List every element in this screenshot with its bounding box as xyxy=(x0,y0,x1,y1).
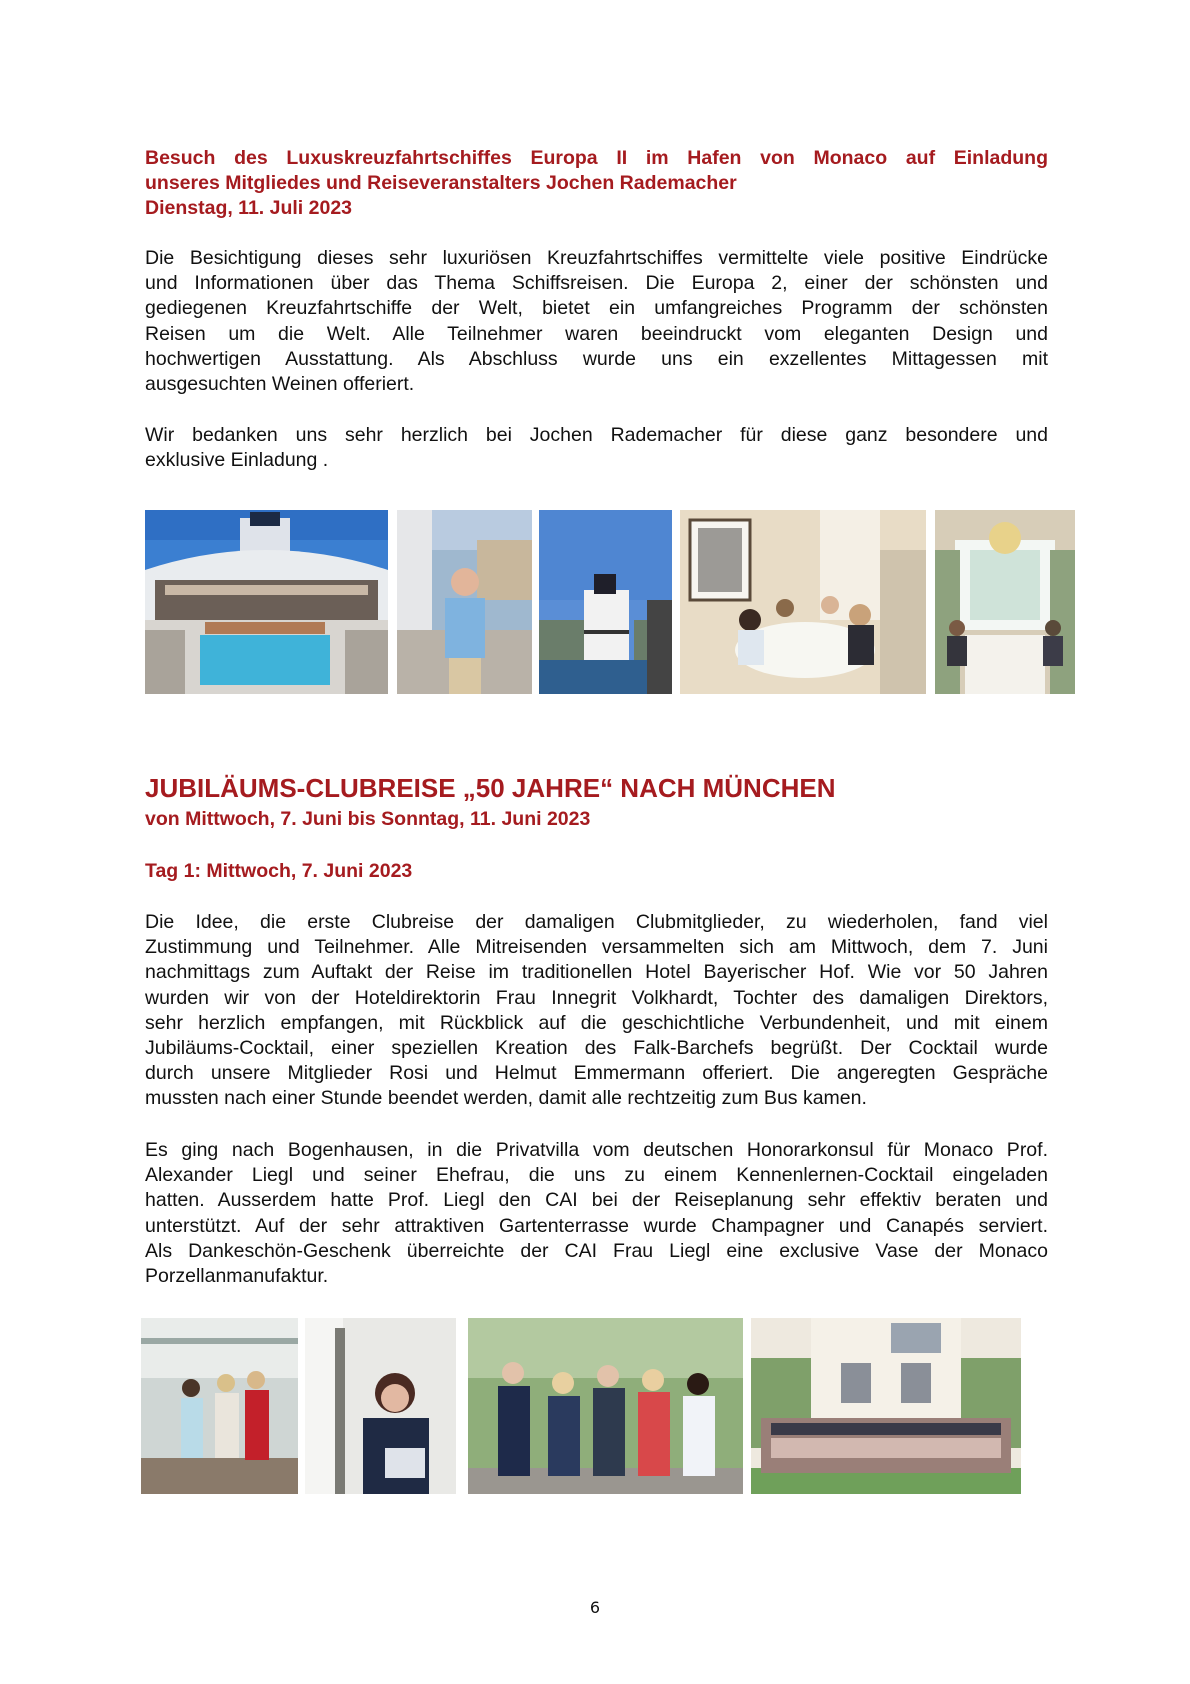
section2-subheading: von Mittwoch, 7. Juni bis Sonntag, 11. Juni 2023 xyxy=(145,808,591,830)
photo-ship-pool-deck xyxy=(145,510,388,694)
section2-heading: JUBILÄUMS-CLUBREISE „50 JAHRE“ NACH MÜNCHEN xyxy=(145,773,836,803)
text-line: unterstützt. Auf der sehr attraktiven Gartenterrasse wurde Champagner und Canapés serviert. xyxy=(145,1214,1048,1237)
text-line: Es ging nach Bogenhausen, in die Privatvilla vom deutschen Honorarkonsul für Monaco Prof. xyxy=(145,1139,1048,1161)
text-line: sehr herzlich empfangen, mit Rückblick auf die geschichtliche Verbundenheit, und mit einem xyxy=(145,1011,1048,1034)
photo-group-at-villa xyxy=(751,1318,1021,1494)
text-line: Jubiläums-Cocktail, einer speziellen Kreation des Falk-Barchefs begrüßt. Der Cocktail wurde xyxy=(145,1037,1048,1060)
section1-title-line: Besuch des Luxuskreuzfahrtschiffes Europa II im Hafen von Monaco auf Einladung xyxy=(145,147,1048,169)
section1-paragraph-1 xyxy=(145,246,1048,397)
text-line: hochwertigen Ausstattung. Als Abschluss wurde uns ein exzellentes Mittagessen mit xyxy=(145,347,1048,370)
photo-dining-room xyxy=(935,510,1075,694)
text-line: gediegenen Kreuzfahrtschiffe der Welt, bietet ein umfangreiches Programm der schönsten xyxy=(145,297,1048,320)
section1-title xyxy=(145,146,1048,221)
text-line: Die Besichtigung dieses sehr luxuriösen Kreuzfahrtschiffes vermittelte viele positive Eindrücke xyxy=(145,247,1048,269)
text-line: Alexander Liegl und seiner Ehefrau, die uns zu einem Kennenlernen-Cocktail eingeladen xyxy=(145,1164,1048,1187)
text-line: durch unsere Mitglieder Rosi und Helmut Emmermann offeriert. Die angeregten Gespräche xyxy=(145,1062,1048,1085)
photo-ship-in-harbor xyxy=(539,510,672,694)
section1-title-line: unseres Mitgliedes und Reiseveranstalters Jochen Rademacher xyxy=(145,172,737,194)
text-line: wurden wir von der Hoteldirektorin Frau Innegrit Volkhardt, Tochter des damaligen Direktors, xyxy=(145,986,1048,1009)
day-heading: Tag 1: Mittwoch, 7. Juni 2023 xyxy=(145,860,413,882)
text-line: Wir bedanken uns sehr herzlich bei Jochen Rademacher für diese ganz besondere und xyxy=(145,424,1048,446)
photo-man-on-deck xyxy=(397,510,532,694)
photo-group-with-consul xyxy=(468,1318,743,1494)
photo-lunch-table xyxy=(680,510,926,694)
section2-paragraph-2 xyxy=(145,1138,1048,1289)
page-number: 6 xyxy=(589,1598,601,1617)
text-line: nachmittags zum Auftakt der Reise im traditionellen Hotel Bayerischer Hof. Wie vor 50 Jahren xyxy=(145,961,1048,984)
text-line: Porzellanmanufaktur. xyxy=(145,1265,329,1288)
text-line: exklusive Einladung . xyxy=(145,449,329,472)
text-line: Die Idee, die erste Clubreise der damaligen Clubmitglieder, zu wiederholen, fand viel xyxy=(145,911,1048,933)
photo-woman-with-gift xyxy=(305,1318,456,1494)
text-line: Zustimmung und Teilnehmer. Alle Mitreisenden versammelten sich am Mittwoch, dem 7. Juni xyxy=(145,936,1048,959)
text-line: Als Dankeschön-Geschenk überreichte der CAI Frau Liegl eine exclusive Vase der Monaco xyxy=(145,1239,1048,1262)
section1-date: Dienstag, 11. Juli 2023 xyxy=(145,197,353,219)
section1-paragraph-2 xyxy=(145,423,1048,473)
section2-paragraph-1 xyxy=(145,910,1048,1112)
text-line: und Informationen über das Thema Schiffsreisen. Die Europa 2, einer der schönsten und xyxy=(145,272,1048,295)
photo-women-in-bar xyxy=(141,1318,298,1494)
text-line: hatten. Ausserdem hatte Prof. Liegl den CAI bei der Reiseplanung sehr effektiv beraten und xyxy=(145,1189,1048,1212)
text-line: Reisen um die Welt. Alle Teilnehmer waren beeindruckt vom eleganten Design und xyxy=(145,322,1048,345)
text-line: ausgesuchten Weinen offeriert. xyxy=(145,373,415,396)
text-line: mussten nach einer Stunde beendet werden, damit alle rechtzeitig zum Bus kamen. xyxy=(145,1087,867,1110)
